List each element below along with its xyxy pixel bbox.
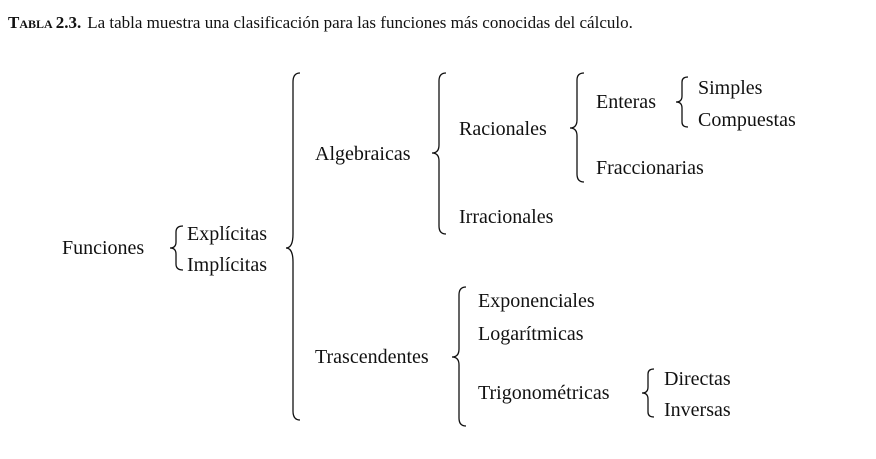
node-compuestas: Compuestas: [698, 109, 796, 131]
brace-explicitas: [286, 73, 300, 420]
brace-trigonometricas: [642, 369, 654, 417]
node-funciones: Funciones: [62, 237, 145, 259]
node-simples: Simples: [698, 77, 763, 99]
brace-racionales: [570, 73, 584, 182]
node-irracionales: Irracionales: [459, 206, 554, 228]
node-implicitas: Implícitas: [187, 254, 267, 276]
node-logaritmicas: Logarítmicas: [478, 323, 584, 345]
node-directas: Directas: [664, 368, 731, 390]
node-enteras: Enteras: [596, 91, 656, 113]
node-trascendentes: Trascendentes: [315, 346, 429, 368]
caption-number: 2.3.: [55, 13, 82, 32]
brace-funciones: [170, 226, 183, 270]
node-trigonometricas: Trigonométricas: [478, 382, 610, 404]
caption-text: La tabla muestra una clasificación para las funciones más conocidas del cálculo.: [87, 13, 633, 32]
caption-label: Tabla: [8, 13, 53, 32]
node-fraccionarias: Fraccionarias: [596, 157, 704, 179]
node-racionales: Racionales: [459, 118, 547, 140]
brace-algebraicas: [432, 73, 446, 234]
node-explicitas: Explícitas: [187, 223, 267, 245]
node-exponenciales: Exponenciales: [478, 290, 595, 312]
brace-trascendentes: [452, 287, 466, 426]
node-inversas: Inversas: [664, 399, 731, 421]
brace-enteras: [676, 77, 688, 127]
node-algebraicas: Algebraicas: [315, 143, 411, 165]
